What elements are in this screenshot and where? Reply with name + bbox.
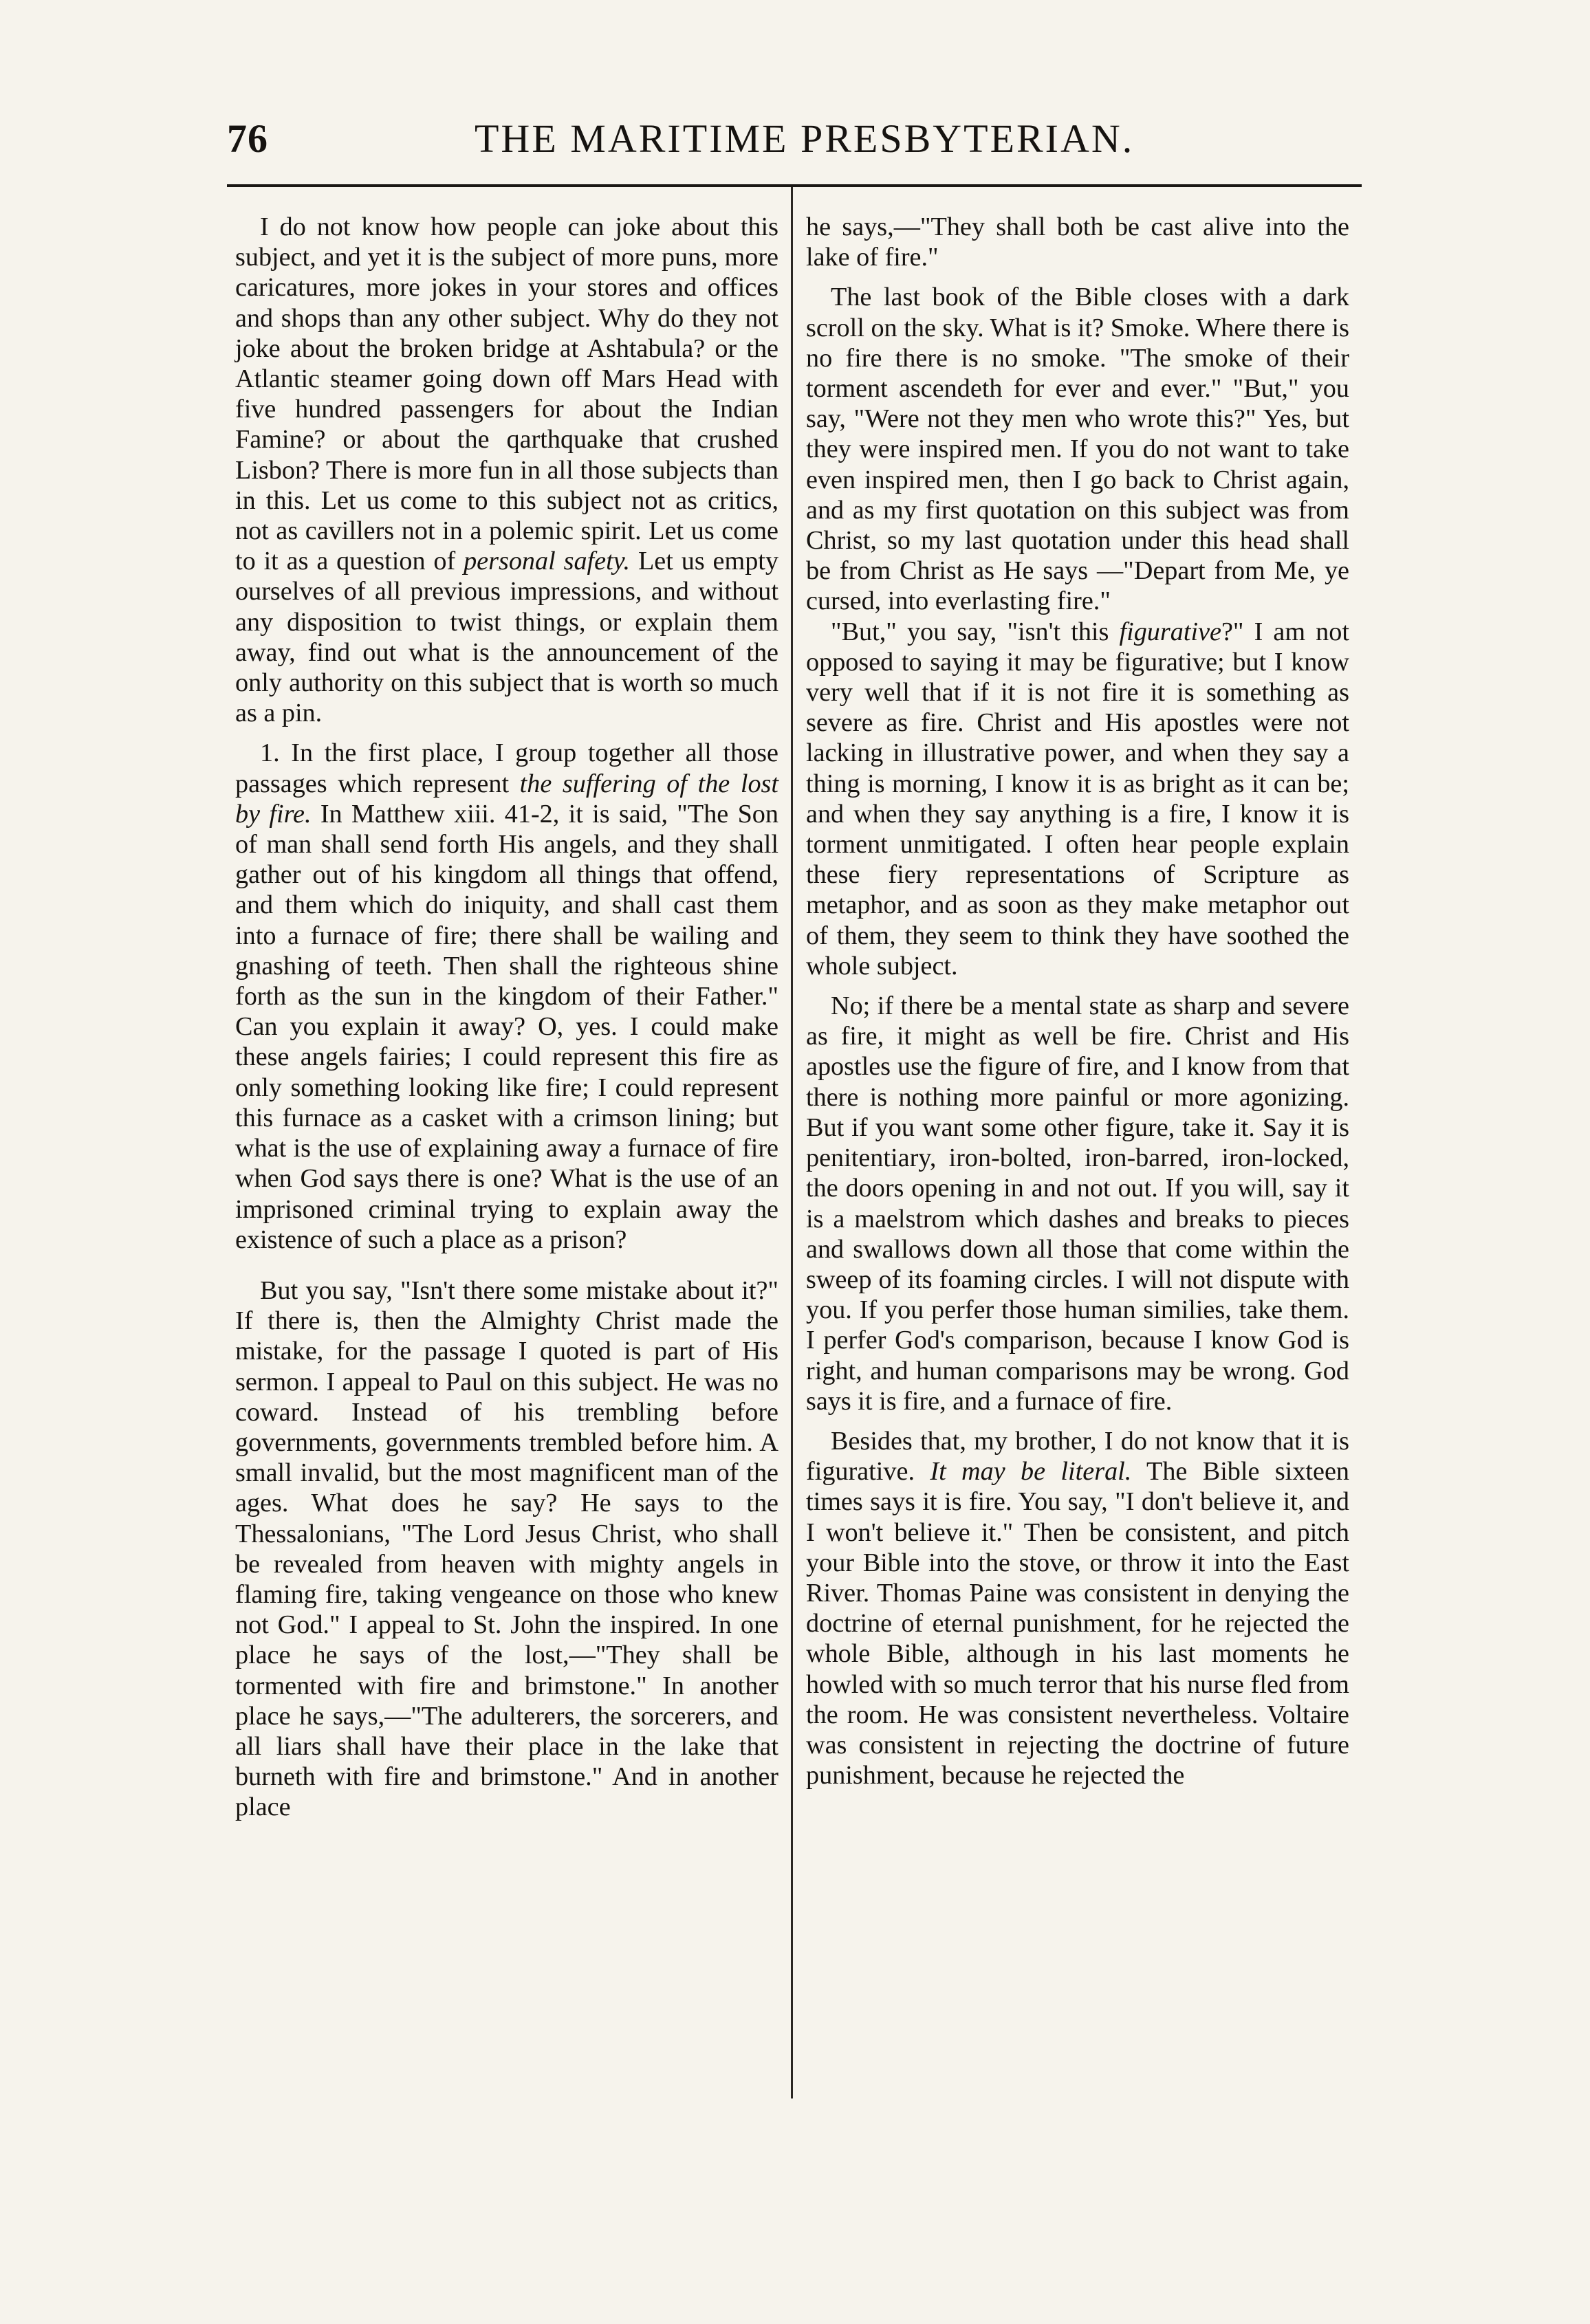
- left-column: [235, 212, 778, 1823]
- paragraph: But you say, "Isn't there some mistake about it?" If there is, then the Almighty Christ made the mistake, for the passage I quoted is part of His sermon. I appeal to Paul on this subject. He was no coward. Instead of his trembling before governments, governments trembled before him. A small invalid, but the most magnificent man of the ages. What does he say? He says to the Thessalonians, "The Lord Jesus Christ, who shall be revealed from heaven with mighty angels in flaming fire, taking vengeance on those who knew not God." I appeal to St. John the inspired. In one place he says of the lost,—"They shall be tormented with fire and brimstone." In another place he says,—"The adulterers, the sorcerers, and all liars shall have their place in the lake that burneth with fire and brimstone." And in another place: [235, 1275, 778, 1822]
- paragraph: No; if there be a mental state as sharp and severe as fire, it might as well be fire. Christ and His apostles use the figure of fire, and I know from that there is nothing more painful or more agonizing. But if you want some other figure, take it. Say it is penitentiary, iron-bolted, iron-barred, iron-locked, the doors opening in and not out. If you will, say it is a maelstrom which dashes and breaks to pieces and swallows down all those that come within the sweep of its foaming circles. I will not dispute with you. If you perfer those human similies, take them. I perfer God's comparison, because I know God is right, and human comparisons may be wrong. God says it is fire, and a furnace of fire.: [806, 991, 1349, 1416]
- right-column: [806, 212, 1349, 1790]
- paragraph: The last book of the Bible closes with a dark scroll on the sky. What is it? Smoke. Where there is no fire there is no smoke. "The smoke of their torment ascendeth for ever and ever." "But," you say, "Were not they men who wrote this?" Yes, but they were inspired men. If you do not want to take even inspired men, then I go back to Christ again, and as my first quotation on this subject was from Christ, so my last quotation under this head shall be from Christ as He says —"Depart from Me, ye cursed, into everlasting fire.": [806, 283, 1349, 616]
- paragraph: Besides that, my brother, I do not know that it is figurative. It may be literal. The Bible sixteen times says it is fire. You say, "I don't believe it, and I won't believe it." Then be consistent, and pitch your Bible into the stove, or throw it into the East River. Thomas Paine was consistent in denying the doctrine of eternal punishment, for he rejected the whole Bible, although in his last moments he howled with so much terror that his nurse fled from the room. He was consistent nevertheless. Voltaire was consistent in rejecting the doctrine of future punishment, because he rejected the: [806, 1426, 1349, 1790]
- page-header: [227, 116, 1382, 177]
- page-number: 76: [227, 116, 268, 161]
- journal-title: THE MARITIME PRESBYTERIAN.: [475, 116, 1135, 161]
- column-divider: [791, 187, 793, 2098]
- paragraph: he says,—"They shall both be cast alive into the lake of fire.": [806, 212, 1349, 272]
- paragraph: I do not know how people can joke about this subject, and yet it is the subject of more puns, more caricatures, more jokes in your stores and offices and shops than any other subject. Why do they not joke about the broken bridge at Ashtabula? or the Atlantic steamer going down off Mars Head with five hundred passengers for about the Indian Famine? or about the qarthquake that crushed Lisbon? There is more fun in all those subjects than in this. Let us come to this subject not as critics, not as cavillers not in a polemic spirit. Let us come to it as a question of personal safety. Let us empty ourselves of all previous impressions, and without any disposition to twist things, or explain them away, find out what is the announcement of the only authority on this subject that is worth so much as a pin.: [235, 212, 778, 728]
- paragraph: 1. In the first place, I group together all those passages which represent the suffering of the lost by fire. In Matthew xiii. 41-2, it is said, "The Son of man shall send forth His angels, and they shall gather out of his kingdom all things that offend, and them which do iniquity, and shall cast them into a furnace of fire; there shall be wailing and gnashing of teeth. Then shall the righteous shine forth as the sun in the kingdom of their Father." Can you explain it away? O, yes. I could make these angels fairies; I could represent this fire as only something looking like fire; I could represent this furnace as a casket with a crimson lining; but what is the use of explaining away a furnace of fire when God says there is one? What is the use of an imprisoned criminal trying to explain away the existence of such a place as a prison?: [235, 738, 779, 1254]
- header-rule: [227, 184, 1362, 187]
- paragraph: "But," you say, "isn't this figurative?" I am not opposed to saying it may be figurative; but I know very well that if it is not fire it is something as severe as fire. Christ and His apostles were not lacking in illustrative power, and when they say a thing is morning, I know it is as bright as it can be; and when they say anything is a fire, I know it is torment unmitigated. I often hear people explain these fiery representations of Scripture as metaphor, and as soon as they make metaphor out of them, they seem to think they have soothed the whole subject.: [806, 617, 1349, 980]
